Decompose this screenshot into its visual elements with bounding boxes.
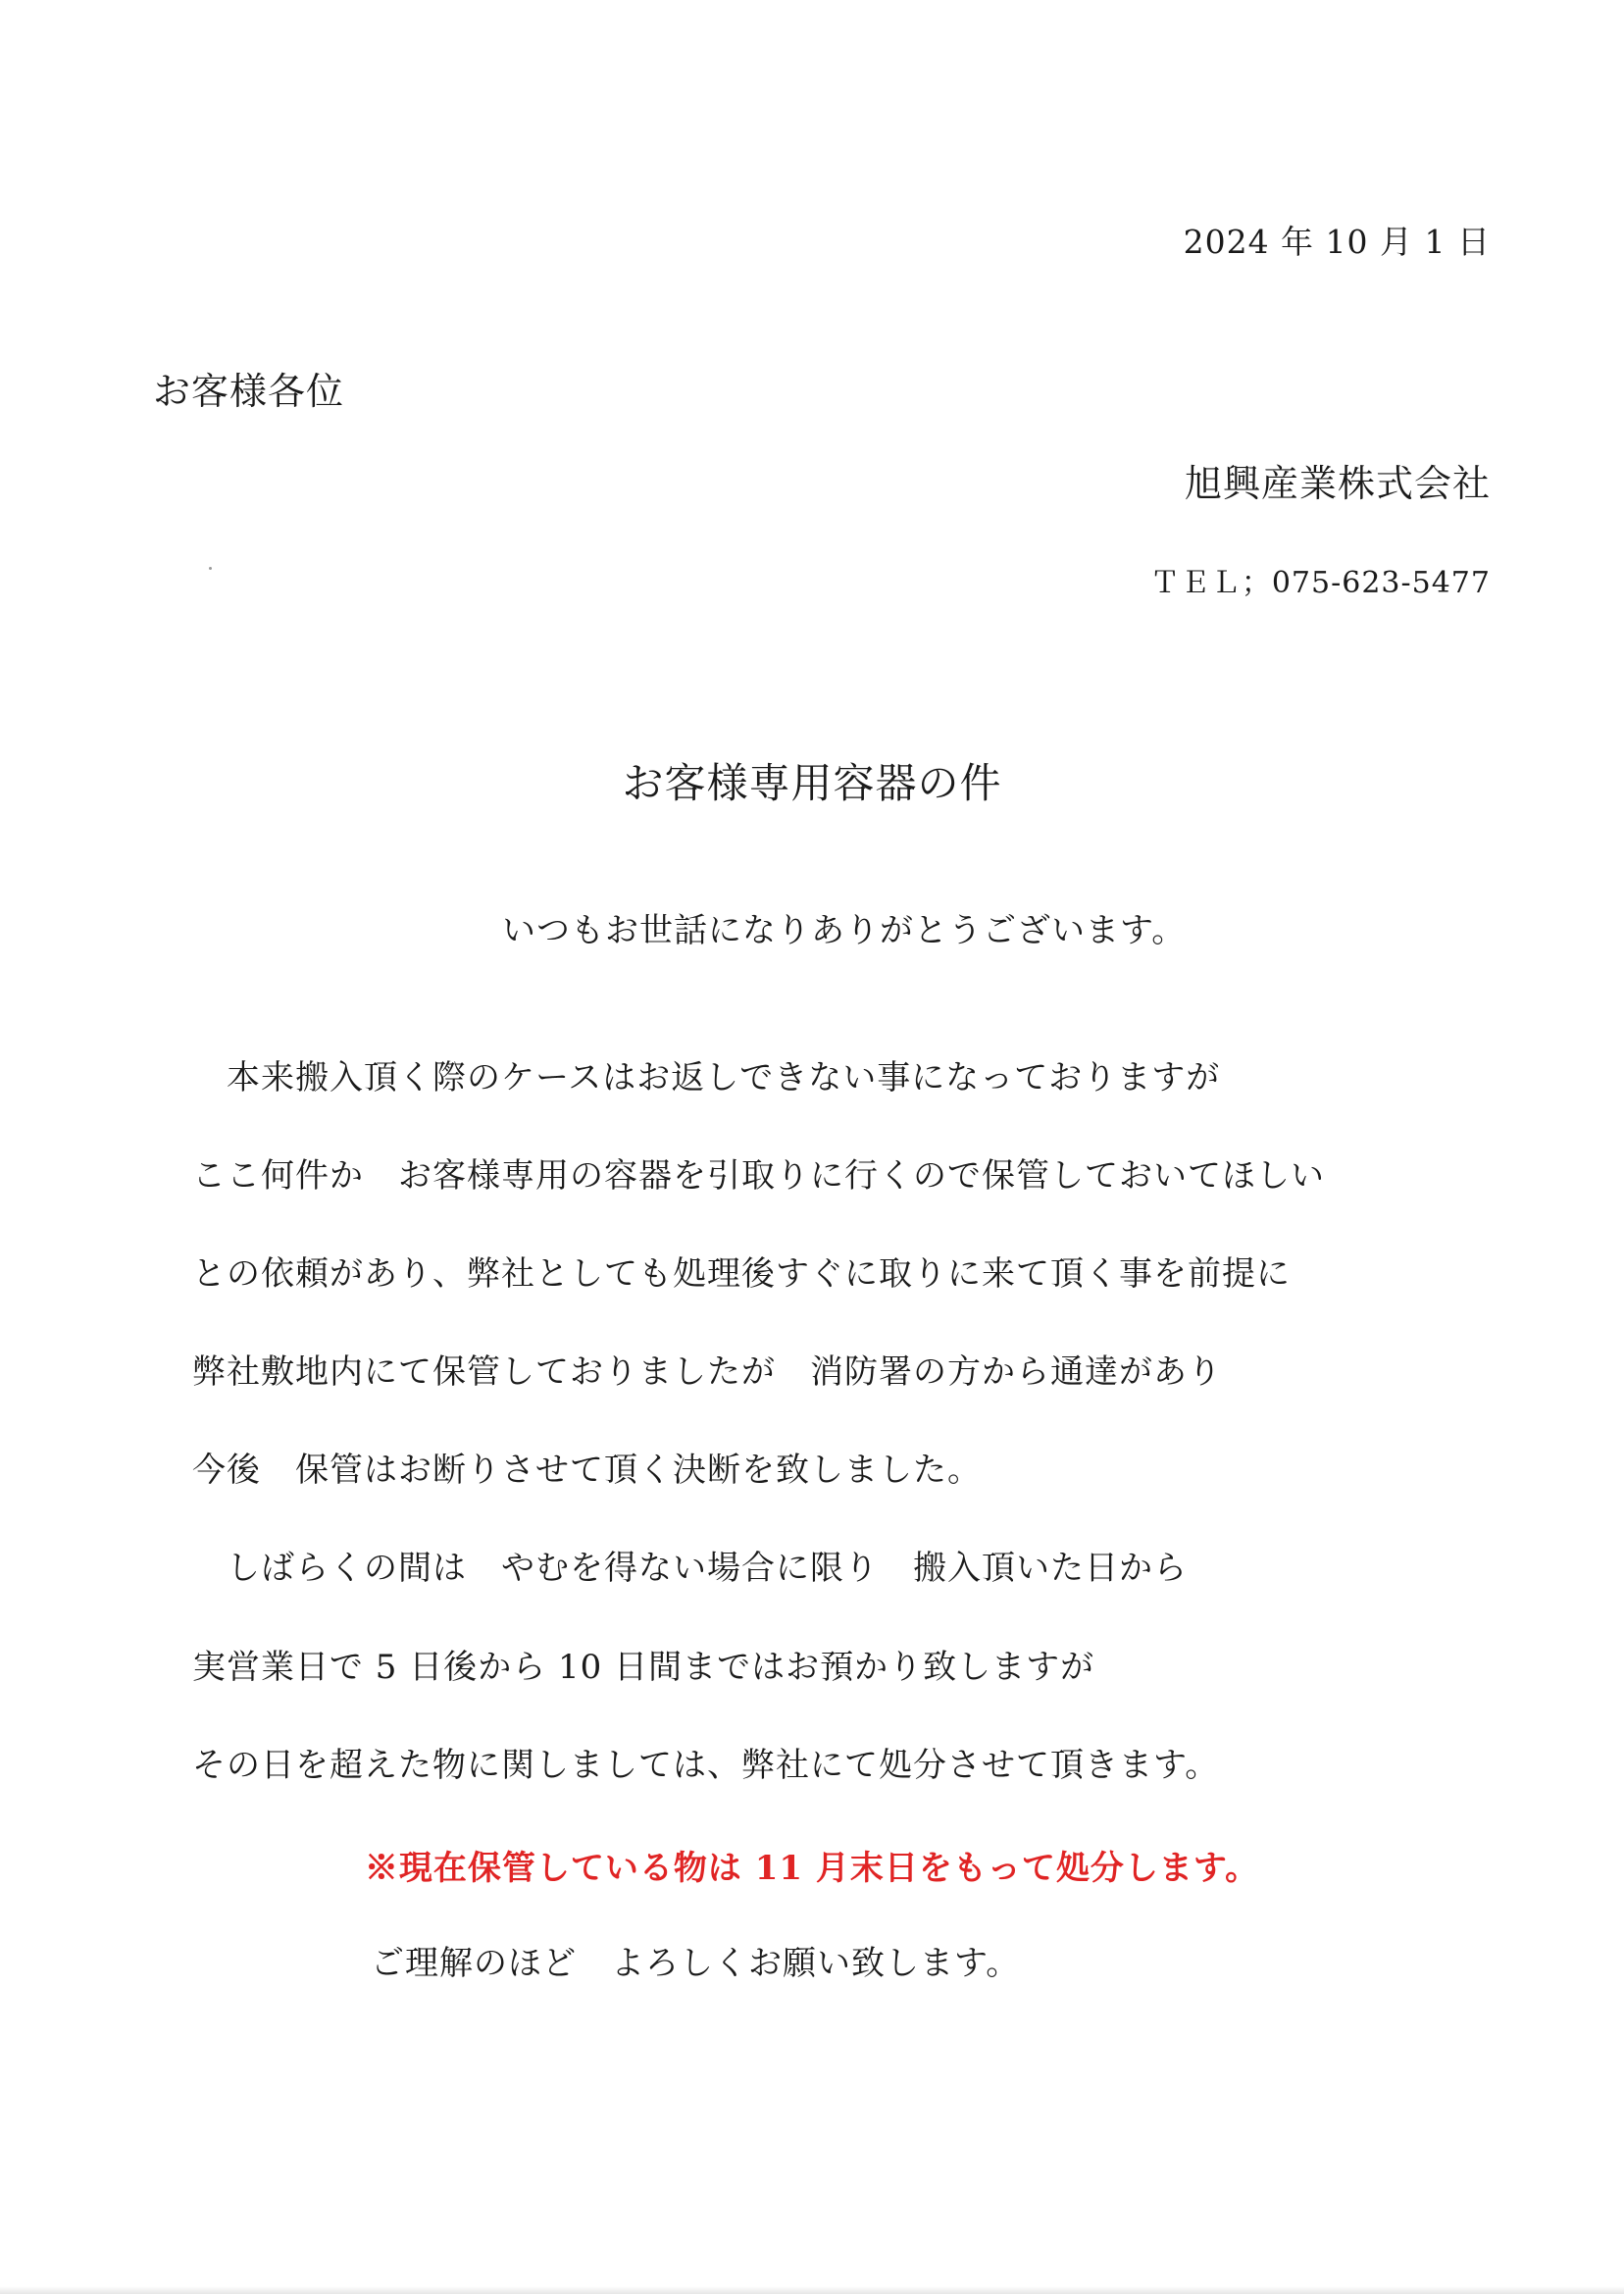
body-line: 本来搬入頂く際のケースはお返しできない事になっておりますが — [192, 1058, 1221, 1097]
closing-line: ご理解のほど よろしくお願い致します。 — [371, 1944, 1021, 1983]
sender-company: 旭興産業株式会社 — [1184, 462, 1491, 505]
scan-bottom-edge — [0, 2286, 1624, 2294]
body-line: 今後 保管はお断りさせて頂く決断を致しました。 — [192, 1451, 982, 1490]
addressee: お客様各位 — [153, 370, 345, 413]
letter-subject: お客様専用容器の件 — [622, 759, 1002, 807]
body-line: ここ何件か お客様専用の容器を引取りに行くので保管しておいてほしい — [192, 1156, 1325, 1196]
scan-speck — [209, 567, 212, 570]
body-line: との依頼があり、弊社としても処理後すぐに取りに来て頂く事を前提に — [192, 1254, 1291, 1294]
body-line: 実営業日で 5 日後から 10 日間まではお預かり致しますが — [192, 1648, 1095, 1687]
greeting: いつもお世話になりありがとうございます。 — [502, 911, 1187, 950]
body-line: その日を超えた物に関しましては、弊社にて処分させて頂きます。 — [192, 1746, 1220, 1785]
letter-date: 2024 年 10 月 1 日 — [1183, 223, 1491, 261]
sender-tel: ＴＥＬ；075-623-5477 — [1149, 566, 1491, 600]
body-line: しばらくの間は やむを得ない場合に限り 搬入頂いた日から — [192, 1549, 1188, 1588]
body-line: 弊社敷地内にて保管しておりましたが 消防署の方から通達があり — [192, 1352, 1222, 1392]
disposal-notice: ※現在保管している物は 11 月末日をもって処分します。 — [364, 1849, 1260, 1888]
